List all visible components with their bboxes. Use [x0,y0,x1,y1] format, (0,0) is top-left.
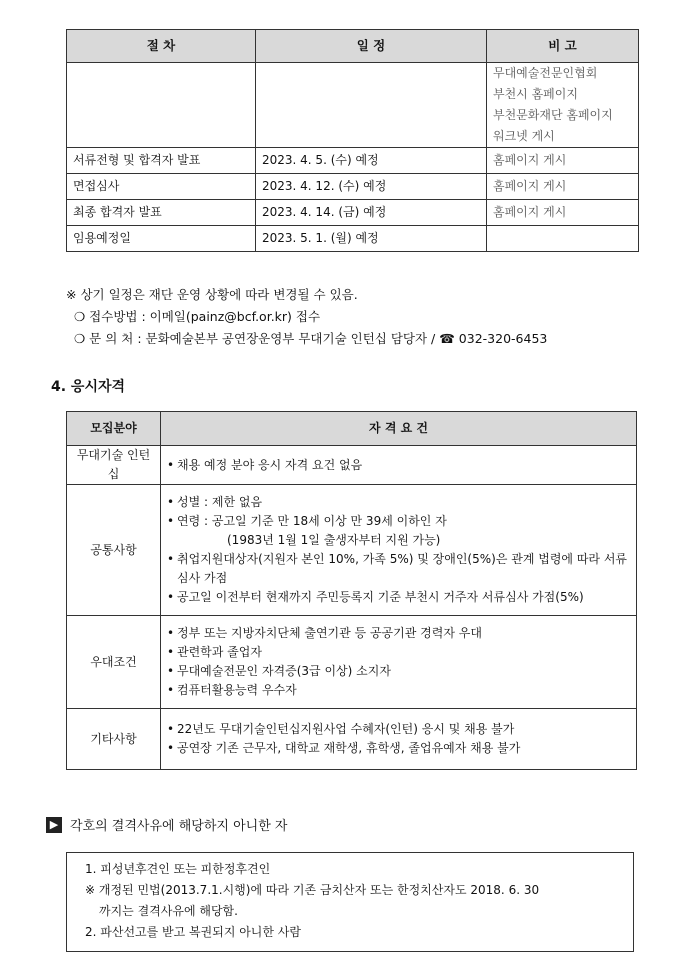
qualification-table [66,411,637,770]
category-cell: 우대조건 [67,616,161,709]
posting-note: 워크넷 게시 [493,129,555,143]
requirement-item [167,512,630,550]
contact-prefix: ❍ 문 의 처 : 문화예술본부 공연장운영부 무대기술 인턴십 담당자 / [74,331,436,346]
header-date: 일 정 [256,30,487,63]
qualification-row [67,616,637,709]
schedule-note [487,226,639,252]
category-cell: 기타사항 [67,709,161,770]
schedule-header-row [67,30,639,63]
schedule-row-posting [67,63,639,148]
requirement-item: • 채용 예정 분야 응시 자격 요건 없음 [167,456,630,475]
requirement-item: • 공고일 이전부터 현재까지 주민등록지 기준 부천시 거주자 서류심사 가점(5%) [167,588,630,607]
requirement-item: • 성별 : 제한 없음 [167,493,630,512]
requirement-item: • 관련학과 졸업자 [167,643,630,662]
qualification-row [67,709,637,770]
requirement-item: • 22년도 무대기술인턴십지원사업 수혜자(인턴) 응시 및 채용 불가 [167,720,630,739]
disqualification-note-continued: 까지는 결격사유에 해당함. [99,904,238,918]
qualification-row [67,446,637,485]
section-title: 4. 응시자격 [51,379,126,395]
schedule-step: 최종 합격자 발표 [67,200,256,226]
disqualification-item: 2. 파산선고를 받고 복권되지 아니한 사람 [85,925,301,939]
posting-date [256,63,487,148]
schedule-step: 서류전형 및 합격자 발표 [67,148,256,174]
posting-step [67,63,256,148]
header-step: 절 차 [67,30,256,63]
posting-notes [487,63,639,148]
schedule-step: 면접심사 [67,174,256,200]
posting-note: 부천문화재단 홈페이지 [493,108,613,122]
qualification-header-row [67,412,637,446]
schedule-step: 임용예정일 [67,226,256,252]
requirement-item: • 무대예술전문인 자격증(3급 이상) 소지자 [167,662,630,681]
schedule-note: 홈페이지 게시 [487,174,639,200]
schedule-table [66,29,639,252]
phone-icon: ☎ [439,331,455,346]
disqualification-title: 각호의 결격사유에 해당하지 아니한 자 [70,819,288,834]
schedule-date: 2023. 4. 5. (수) 예정 [256,148,487,174]
contact-phone: 032-320-6453 [458,331,548,346]
header-category: 모집분야 [67,412,161,446]
category-cell: 무대기술 인턴십 [67,446,161,485]
requirement-item: • 컴퓨터활용능력 우수자 [167,681,630,700]
disqualification-box [66,852,634,952]
requirement-continuation: (1983년 1월 1일 출생자부터 지원 가능) [227,533,441,548]
schedule-date: 2023. 4. 12. (수) 예정 [256,174,487,200]
header-requirements: 자 격 요 건 [161,412,637,446]
requirements-cell [161,485,637,616]
schedule-date: 2023. 4. 14. (금) 예정 [256,200,487,226]
apply-method: ❍ 접수방법 : 이메일(painz@bcf.or.kr) 접수 [74,309,321,324]
disqualification-heading [46,815,287,834]
arrow-right-icon: ▶ [46,817,62,833]
schedule-row [67,200,639,226]
posting-note: 부천시 홈페이지 [493,87,578,101]
requirement-item: • 정부 또는 지방자치단체 출연기관 등 공공기관 경력자 우대 [167,624,630,643]
disqualification-item: 1. 피성년후견인 또는 피한정후견인 [85,862,271,876]
schedule-date: 2023. 5. 1. (월) 예정 [256,226,487,252]
requirement-item: • 공연장 기존 근무자, 대학교 재학생, 휴학생, 졸업유예자 채용 불가 [167,739,630,758]
requirement-text: 연령 : 공고일 기준 만 18세 이상 만 39세 이하인 자 [177,514,447,529]
qualification-row [67,485,637,616]
schedule-note: 홈페이지 게시 [487,200,639,226]
change-notice: ※ 상기 일정은 재단 운영 상황에 따라 변경될 수 있음. [66,287,358,302]
requirement-item: • 취업지원대상자(지원자 본인 10%, 가족 5%) 및 장애인(5%)은 관계 법령에 따라 서류심사 가점 [167,550,630,588]
header-note: 비 고 [487,30,639,63]
schedule-notes [66,284,547,350]
requirements-cell [161,709,637,770]
contact-info [66,328,547,350]
schedule-row [67,148,639,174]
requirements-cell [161,616,637,709]
schedule-note: 홈페이지 게시 [487,148,639,174]
disqualification-note: ※ 개정된 민법(2013.7.1.시행)에 따라 기존 금치산자 또는 한정치산자도 2018. 6. 30 [85,883,540,897]
category-cell: 공통사항 [67,485,161,616]
schedule-row [67,226,639,252]
posting-note: 무대예술전문인협회 [493,66,598,80]
requirements-cell [161,446,637,485]
schedule-row [67,174,639,200]
